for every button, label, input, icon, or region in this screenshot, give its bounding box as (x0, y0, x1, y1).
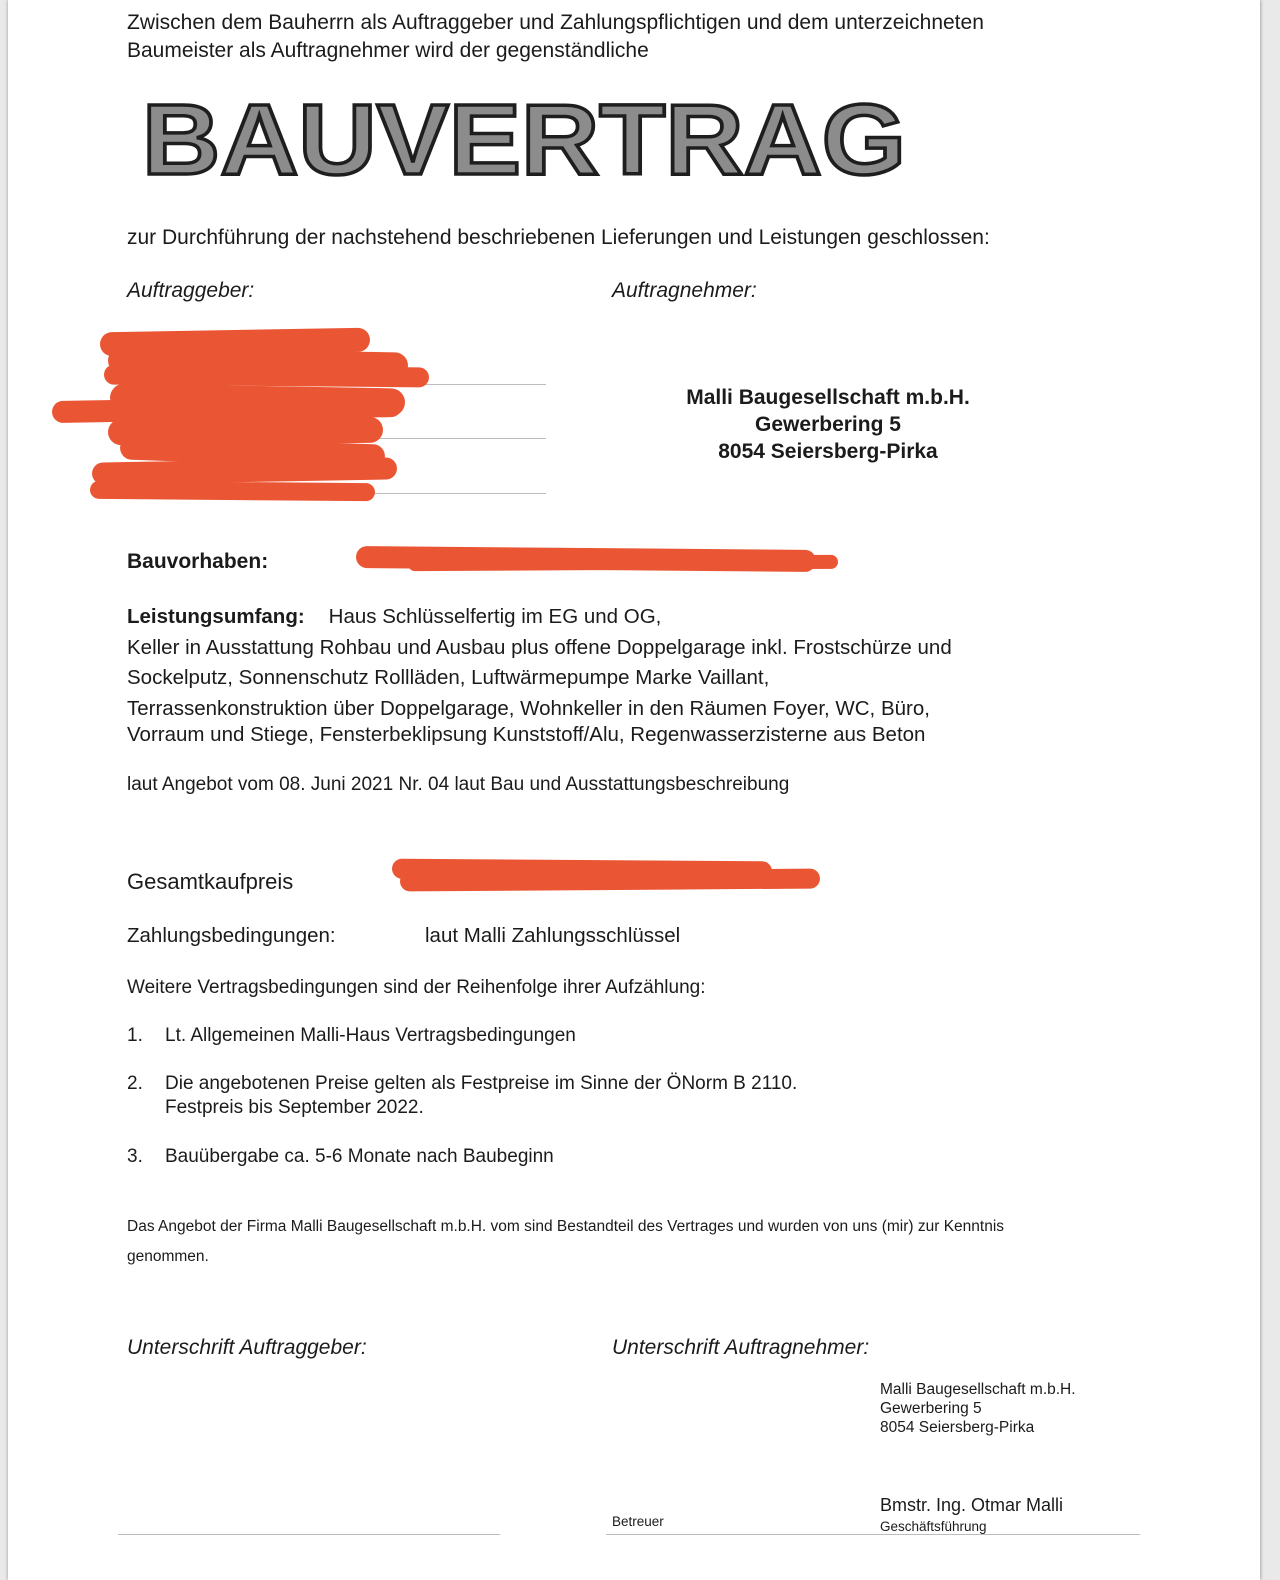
purpose-text: zur Durchführung der nachstehend beschriebenen Lieferungen und Leistungen geschlossen: (127, 226, 990, 249)
stamp-name: Malli Baugesellschaft m.b.H. (880, 1381, 1076, 1398)
condition-text: Bauübergabe ca. 5-6 Monate nach Baubeginn (165, 1146, 554, 1167)
payment-value: laut Malli Zahlungsschlüssel (425, 924, 681, 947)
signatory-name: Bmstr. Ing. Otmar Malli (880, 1495, 1064, 1515)
scope-line: Vorraum und Stiege, Fensterbeklipsung Kunststoff/Alu, Regenwasserzisterne aus Beton (127, 723, 926, 746)
condition-number: 2. (127, 1073, 143, 1094)
condition-number: 3. (127, 1146, 143, 1167)
signatory-role: Geschäftsführung (880, 1519, 987, 1534)
condition-number: 1. (127, 1025, 143, 1046)
scope-label: Leistungsumfang: (127, 605, 305, 628)
signature-contractor-heading: Unterschrift Auftragnehmer: (612, 1336, 870, 1359)
price-label: Gesamtkaufpreis (127, 869, 294, 894)
scope-first: Haus Schlüsselfertig im EG und OG, (328, 605, 662, 628)
acknowledgement-line-2: genommen. (127, 1248, 209, 1265)
intro-line-1: Zwischen dem Bauherrn als Auftraggeber und Zahlungspflichtigen und dem unterzeichneten (127, 11, 984, 34)
further-conditions-heading: Weitere Vertragsbedingungen sind der Reihenfolge ihrer Aufzählung: (127, 977, 706, 998)
condition-text: Festpreis bis September 2022. (165, 1097, 424, 1118)
scope-line: Sockelputz, Sonnenschutz Rollläden, Luftwärmepumpe Marke Vaillant, (127, 666, 770, 689)
stamp-street: Gewerbering 5 (880, 1400, 982, 1417)
acknowledgement-line-1: Das Angebot der Firma Malli Baugesellschaft m.b.H. vom sind Bestandteil des Vertrages und wurden von uns (mir) zur Kenntnis (127, 1218, 1005, 1235)
intro-line-2: Baumeister als Auftragnehmer wird der gegenständliche (127, 39, 649, 62)
scope-line: Terrassenkonstruktion über Doppelgarage, Wohnkeller in den Räumen Foyer, WC, Büro, (127, 697, 930, 720)
supervisor-label: Betreuer (612, 1514, 664, 1529)
contractor-name: Malli Baugesellschaft m.b.H. (686, 386, 970, 409)
contractor-street: Gewerbering 5 (755, 413, 901, 436)
title-text: BAUVERTRAG (142, 92, 906, 192)
project-label: Bauvorhaben: (127, 550, 269, 573)
client-heading: Auftraggeber: (127, 279, 255, 302)
contract-page (8, 0, 1260, 1580)
scope-first-line (127, 603, 661, 631)
contract-title (136, 92, 936, 192)
condition-text: Lt. Allgemeinen Malli-Haus Vertragsbedingungen (165, 1025, 576, 1046)
stamp-city: 8054 Seiersberg-Pirka (880, 1419, 1035, 1436)
condition-text: Die angebotenen Preise gelten als Festpreise im Sinne der ÖNorm B 2110. (165, 1073, 798, 1094)
client-signature-line (118, 1534, 500, 1535)
offer-reference: laut Angebot vom 08. Juni 2021 Nr. 04 laut Bau und Ausstattungsbeschreibung (127, 774, 790, 795)
company-stamp (880, 1380, 1076, 1437)
scope-line: Keller in Ausstattung Rohbau und Ausbau plus offene Doppelgarage inkl. Frostschürze und (127, 636, 952, 659)
contractor-signature-line (606, 1534, 1140, 1535)
contractor-city: 8054 Seiersberg-Pirka (718, 440, 938, 463)
contractor-heading: Auftragnehmer: (612, 279, 757, 302)
payment-label: Zahlungsbedingungen: (127, 924, 336, 947)
signature-client-heading: Unterschrift Auftraggeber: (127, 1336, 367, 1359)
